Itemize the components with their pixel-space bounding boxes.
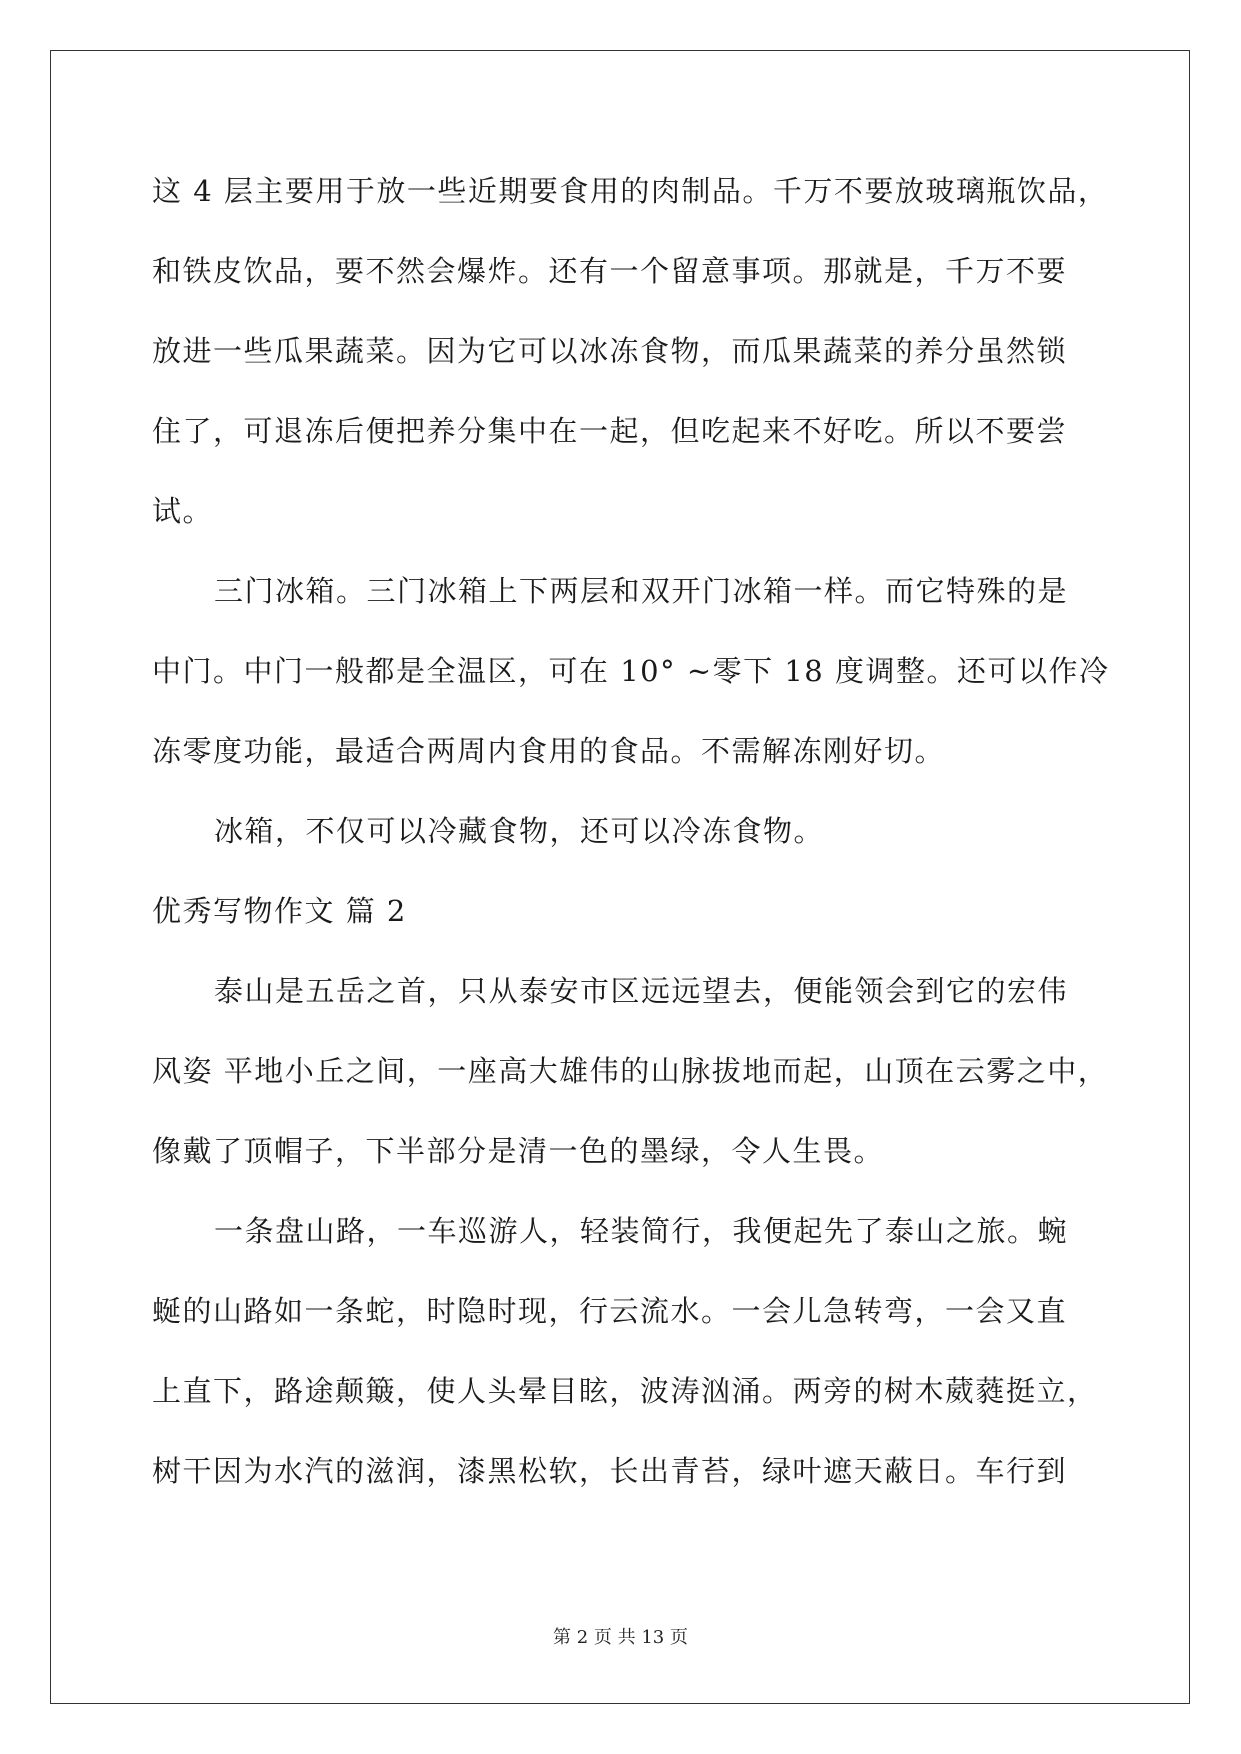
text-line-1: 这 4 层主要用于放一些近期要食用的肉制品。千万不要放玻璃瓶饮品， [152, 174, 1109, 208]
text-line-7: 中门。中门一般都是全温区，可在 10° ~零下 18 度调整。还可以作冷 [152, 654, 1110, 688]
section-heading: 优秀写物作文 篇 2 [152, 894, 407, 928]
text-line-6: 三门冰箱。三门冰箱上下两层和双开门冰箱一样。而它特殊的是 [214, 574, 1069, 608]
text-line-14: 一条盘山路，一车巡游人，轻装简行，我便起先了泰山之旅。蜿 [214, 1214, 1069, 1248]
text-line-16: 上直下，路途颠簸，使人头晕目眩，波涛汹涌。两旁的树木葳蕤挺立， [152, 1374, 1098, 1408]
text-line-11: 泰山是五岳之首，只从泰安市区远远望去，便能领会到它的宏伟 [214, 974, 1069, 1008]
text-line-12: 风姿 平地小丘之间，一座高大雄伟的山脉拔地而起，山顶在云雾之中， [152, 1054, 1109, 1088]
text-line-17: 树干因为水汽的滋润，漆黑松软，长出青苔，绿叶遮天蔽日。车行到 [152, 1454, 1068, 1488]
text-line-2: 和铁皮饮品，要不然会爆炸。还有一个留意事项。那就是，千万不要 [152, 254, 1068, 288]
text-line-4: 住了，可退冻后便把养分集中在一起，但吃起来不好吃。所以不要尝 [152, 414, 1068, 448]
text-line-8: 冻零度功能，最适合两周内食用的食品。不需解冻刚好切。 [152, 734, 946, 768]
page-footer: 第 2 页 共 13 页 [553, 1627, 688, 1648]
text-line-3: 放进一些瓜果蔬菜。因为它可以冰冻食物，而瓜果蔬菜的养分虽然锁 [152, 334, 1068, 368]
text-line-9: 冰箱，不仅可以冷藏食物，还可以冷冻食物。 [214, 814, 825, 848]
text-line-15: 蜒的山路如一条蛇，时隐时现，行云流水。一会儿急转弯，一会又直 [152, 1294, 1068, 1328]
text-line-5: 试。 [152, 494, 214, 528]
text-line-13: 像戴了顶帽子，下半部分是清一色的墨绿，令人生畏。 [152, 1134, 885, 1168]
